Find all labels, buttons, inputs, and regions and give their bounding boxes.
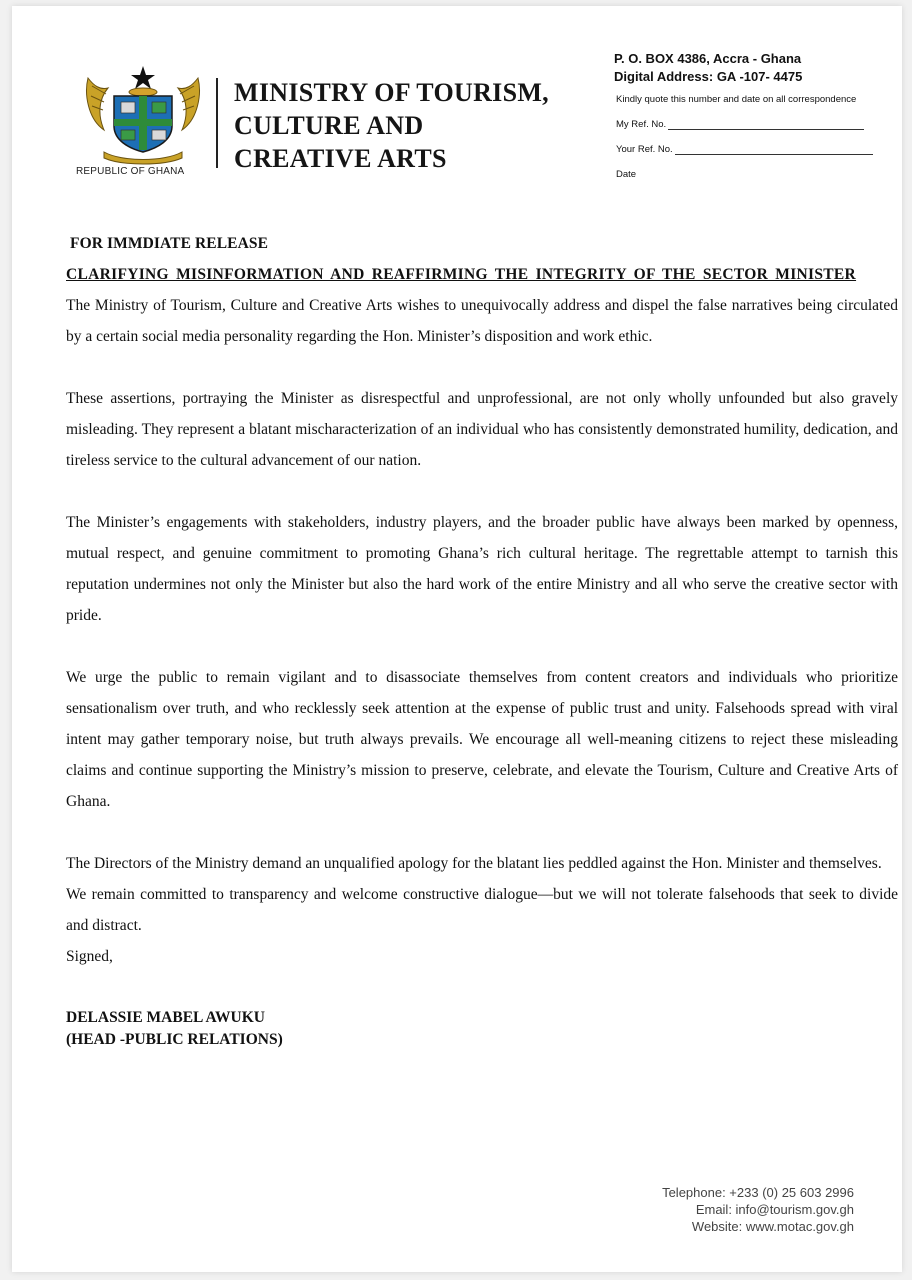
my-ref-line — [616, 119, 894, 130]
footer-contacts — [662, 1184, 854, 1235]
body-paragraph: We urge the public to remain vigilant and to disassociate themselves from content creators and individuals who prioritize sensationalism over truth, and who recklessly seek attention at the expense of public trust and unity. Falsehoods spread with viral intent may gather temporary noise, but truth always prevails. We encourage all well-meaning citizens to reject these misleading claims and continue supporting the Ministry’s mission to preserve, celebrate, and elevate the Tourism, Culture and Creative Arts of Ghana. — [66, 669, 898, 810]
ghana-coat-of-arms-icon — [82, 64, 204, 166]
body-paragraph: The Minister’s engagements with stakeholders, industry players, and the broader public have always been marked by openness, mutual respect, and genuine commitment to promoting Ghana’s rich cultural heritage. The regrettable attempt to tarnish this reputation undermines not only the Minister but also the hard work of the entire Ministry and all who serve the creative sector with pride. — [66, 514, 898, 624]
release-label: FOR IMMDIATE RELEASE — [70, 235, 269, 252]
crest-caption: REPUBLIC OF GHANA — [76, 166, 185, 177]
ministry-name-line: CREATIVE ARTS — [234, 144, 447, 173]
ministry-name-line: CULTURE AND — [234, 111, 424, 140]
ministry-name-line: MINISTRY OF TOURISM, — [234, 78, 549, 107]
body-paragraph: The Ministry of Tourism, Culture and Creative Arts wishes to unequivocally address and dispel the false narratives being circulated by a certain social media personality regarding the Hon. Minister’s disposition and work ethic. — [66, 297, 898, 345]
ministry-name — [234, 76, 549, 175]
body-paragraph: These assertions, portraying the Minister as disrespectful and unprofessional, are not only wholly unfounded but also gravely misleading. They represent a blatant mischaracterization of an individual who has consistently demonstrated humility, dedication, and tireless service to the cultural advancement of our nation. — [66, 390, 898, 469]
footer-website: Website: www.motac.gov.gh — [691, 1219, 854, 1234]
my-ref-blank — [668, 120, 864, 130]
my-ref-label: My Ref. No. — [616, 119, 667, 130]
signatory-name: DELASSIE MABEL AWUKU — [66, 1009, 265, 1026]
footer-telephone: Telephone: +233 (0) 25 603 2996 — [662, 1185, 854, 1200]
signature-block — [66, 1007, 898, 1051]
digital-address: Digital Address: GA -107- 4475 — [614, 69, 803, 84]
quote-note: Kindly quote this number and date on all correspondence — [616, 94, 857, 105]
header-divider — [216, 78, 218, 168]
body-paragraph: The Directors of the Ministry demand an unqualified apology for the blatant lies peddled against the Hon. Minister and themselves. — [66, 855, 882, 872]
your-ref-line — [616, 144, 894, 155]
your-ref-blank — [675, 145, 873, 155]
footer-email: Email: info@tourism.gov.gh — [695, 1202, 854, 1217]
document-page — [12, 6, 902, 1272]
body-paragraph: We remain committed to transparency and welcome constructive dialogue—but we will not tolerate falsehoods that seek to divide and distract. — [66, 886, 898, 934]
date-label: Date — [616, 169, 637, 180]
signatory-title: (HEAD -PUBLIC RELATIONS) — [66, 1031, 283, 1048]
your-ref-label: Your Ref. No. — [616, 144, 673, 155]
signed-label: Signed, — [66, 948, 113, 965]
release-headline: CLARIFYING MISINFORMATION AND REAFFIRMING THE INTEGRITY OF THE SECTOR MINISTER — [66, 266, 857, 283]
postal-address: P. O. BOX 4386, Accra - Ghana — [614, 51, 802, 66]
press-release-body — [66, 228, 898, 1051]
contact-box — [614, 50, 894, 180]
